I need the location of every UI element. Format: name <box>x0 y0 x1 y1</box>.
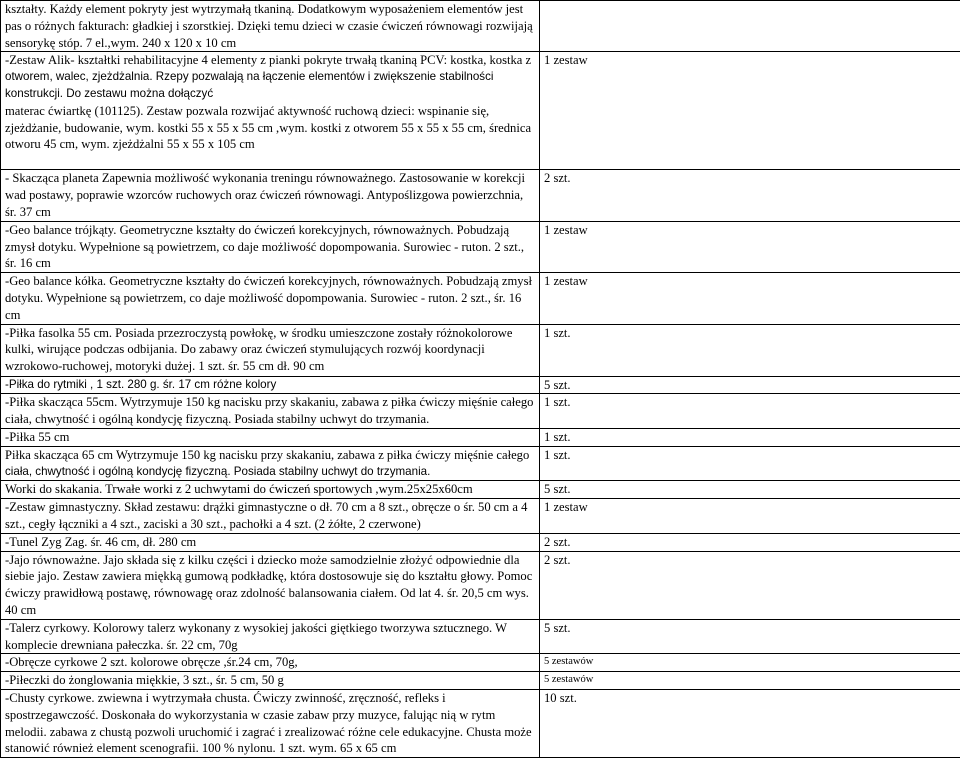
table-row <box>1 689 960 757</box>
item-description-cell <box>1 481 540 499</box>
item-description-line: pas o różnych fakturach: gładkiej i szorstkiej. Dzięki temu dzieci w czasie ćwiczeń równowagi rozwijają <box>5 18 535 35</box>
item-description-line: -Piłeczki do żonglowania miękkie, 3 szt., śr. 5 cm, 50 g <box>5 672 535 689</box>
item-description-cell <box>1 376 540 394</box>
spec-table-body <box>1 1 960 758</box>
item-description-line: spostrzegawczość. Doskonała do wykorzystania w czasie zabaw przy muzyce, falując nią w rytm <box>5 707 535 724</box>
item-description-cell <box>1 428 540 446</box>
item-quantity: 5 szt. <box>544 620 960 637</box>
item-quantity-cell <box>540 654 960 672</box>
item-description-cell <box>1 689 540 757</box>
table-row <box>1 499 960 534</box>
item-description-cell <box>1 273 540 324</box>
item-description-line: -Piłka skacząca 55cm. Wytrzymuje 150 kg nacisku przy skakaniu, zabawa z piłka ćwiczy mięśnie całego <box>5 394 535 411</box>
item-description-line: stanowić również element scenografii. 100 % nylonu. 1 szt. wym. 65 x 65 cm <box>5 740 535 757</box>
item-description-cell <box>1 170 540 221</box>
item-description-cell <box>1 324 540 376</box>
item-quantity: 1 zestaw <box>544 222 960 239</box>
item-quantity: 1 zestaw <box>544 273 960 290</box>
item-description-line: sensorykę stóp. 7 el.,wym. 240 x 120 x 10 cm <box>5 35 535 52</box>
item-quantity-cell <box>540 619 960 654</box>
item-description-cell <box>1 221 540 272</box>
item-description-line: śr. 16 cm <box>5 255 535 272</box>
item-description-line: -Chusty cyrkowe. zwiewna i wytrzymała chusta. Ćwiczy zwinność, zręczność, refleks i <box>5 690 535 707</box>
table-row <box>1 533 960 551</box>
item-description-line: -Piłka 55 cm <box>5 429 535 446</box>
item-description-cell <box>1 394 540 429</box>
table-row <box>1 446 960 481</box>
item-description-line: komplecie drewniana pałeczka. śr. 22 cm, 70g <box>5 637 535 654</box>
item-quantity: 1 zestaw <box>544 499 960 516</box>
item-description-cell <box>1 499 540 534</box>
item-description-cell <box>1 446 540 481</box>
item-description-line: cm <box>5 307 535 324</box>
item-description-cell <box>1 52 540 170</box>
item-quantity-cell <box>540 672 960 690</box>
item-description-line: zmysł dotyku. Wypełnione są powietrzem, co daje możliwość dopompowania. Surowiec - ruton. 2 szt., <box>5 239 535 256</box>
item-description-line: śr. 37 cm <box>5 204 535 221</box>
table-row <box>1 428 960 446</box>
item-description-line: -Geo balance trójkąty. Geometryczne kształty do ćwiczeń korekcyjnych, równoważnych. Pobudzają <box>5 222 535 239</box>
item-description-line: -Piłka fasolka 55 cm. Posiada przezroczystą powłokę, w środku umieszczone zostały różnokolorowe <box>5 325 535 342</box>
table-row <box>1 394 960 429</box>
table-row <box>1 672 960 690</box>
item-quantity-cell <box>540 324 960 376</box>
item-quantity: 10 szt. <box>544 690 960 707</box>
item-quantity-cell <box>540 446 960 481</box>
item-quantity: 1 zestaw <box>544 52 960 69</box>
item-description-line: ciała, chwytność i ogólną kondycję fizyczną. Posiada stabilny uchwyt do trzymania. <box>5 464 535 481</box>
item-description-line: zjeżdżanie, budowanie, wym. kostki 55 x 55 x 55 cm ,wym. kostki z otworem 55 x 55 x 55 cm, średnica <box>5 120 535 137</box>
item-description-line: wzrokowo-ruchowej, motoryki dużej. 1 szt. śr. 55 cm dł. 90 cm <box>5 358 535 375</box>
item-description-line: ćwiczy prawidłową postawę, równowagę oraz zdolność balansowania ciałem. Od lat 4. śr. 20,5 cm wys. <box>5 585 535 602</box>
item-quantity-cell <box>540 689 960 757</box>
table-row <box>1 551 960 619</box>
item-description-line: Piłka skacząca 65 cm Wytrzymuje 150 kg nacisku przy skakaniu, zabawa z piłka ćwiczy mięśnie całego <box>5 447 535 464</box>
item-description-line: materac ćwiartkę (101125). Zestaw pozwala rozwijać aktywność ruchową dzieci: wspinanie się, <box>5 103 535 120</box>
item-description-line: -Obręcze cyrkowe 2 szt. kolorowe obręcze ,śr.24 cm, 70g, <box>5 654 535 671</box>
item-quantity-cell <box>540 376 960 394</box>
item-description-line: -Zestaw Alik- kształtki rehabilitacyjne 4 elementy z pianki pokryte trwałą tkaniną PCV: kostka, kostka z <box>5 52 535 69</box>
item-quantity-cell <box>540 170 960 221</box>
item-description-line: melodii. zabawa z chustą pozwoli uruchomić i zagrać i zrealizować różne cele edukacyjne. Chusta może <box>5 724 535 741</box>
table-row <box>1 273 960 324</box>
item-description-line: -Talerz cyrkowy. Kolorowy talerz wykonany z wysokiej jakości giętkiego tworzywa sztucznego. W <box>5 620 535 637</box>
item-quantity: 1 szt. <box>544 394 960 411</box>
item-quantity-cell <box>540 221 960 272</box>
item-quantity: 5 zestawów <box>544 672 960 689</box>
item-quantity: 5 szt. <box>544 377 960 394</box>
item-description-line: ciała, chwytność i ogólną kondycję fizyczną. Posiada stabilny uchwyt do trzymania. <box>5 411 535 428</box>
item-quantity: 1 szt. <box>544 429 960 446</box>
item-quantity-cell <box>540 52 960 170</box>
item-quantity-cell <box>540 428 960 446</box>
item-quantity-cell <box>540 1 960 52</box>
item-description-line: -Geo balance kółka. Geometryczne kształty do ćwiczeń korekcyjnych, równoważnych. Pobudzają zmysł <box>5 273 535 290</box>
item-description-cell <box>1 533 540 551</box>
item-description-cell <box>1 551 540 619</box>
item-description-line: otworu 45 cm, wym. zjeżdżalni 55 x 55 x 105 cm <box>5 136 535 153</box>
item-description-line: dotyku. Wypełnione są powietrzem, co daje możliwość dopompowania. Surowiec - ruton. 2 szt., śr. 16 <box>5 290 535 307</box>
item-quantity-cell <box>540 551 960 619</box>
table-row <box>1 481 960 499</box>
item-description-line: 40 cm <box>5 602 535 619</box>
table-row <box>1 1 960 52</box>
item-quantity: 5 szt. <box>544 481 960 498</box>
item-description-cell <box>1 1 540 52</box>
item-quantity-cell <box>540 481 960 499</box>
item-description-line: -Jajo równoważne. Jajo składa się z kilku części i dziecko może samodzielnie złożyć odpowiednie dla <box>5 552 535 569</box>
item-quantity: 1 szt. <box>544 447 960 464</box>
item-description-line: konstrukcji. Do zestawu można dołączyć <box>5 86 535 103</box>
item-quantity-cell <box>540 394 960 429</box>
item-description-line: szt., cegły łączniki a 4 szt., zaciski a 30 szt., pachołki a 4 szt. (2 żółte, 2 czerwone) <box>5 516 535 533</box>
item-description-line: -Piłka do rytmiki , 1 szt. 280 g. śr. 17 cm różne kolory <box>5 377 535 394</box>
item-description-line: -Zestaw gimnastyczny. Skład zestawu: drążki gimnastyczne o dł. 70 cm a 8 szt., obręcze o śr. 50 cm a 4 <box>5 499 535 516</box>
item-description-line: otworem, walec, zjeżdżalnia. Rzepy pozwalają na łączenie elementów i zwiększenie stabilności <box>5 69 535 86</box>
item-quantity: 2 szt. <box>544 552 960 569</box>
item-description-line: wad postawy, poprawie wzorców ruchowych oraz ćwiczeń równowagi. Antypoślizgowa powierzchnia, <box>5 187 535 204</box>
item-quantity: 1 szt. <box>544 325 960 342</box>
item-description-line: - Skacząca planeta Zapewnia możliwość wykonania treningu równoważnego. Zastosowanie w korekcji <box>5 170 535 187</box>
item-description-cell <box>1 672 540 690</box>
item-quantity: 5 zestawów <box>544 654 960 671</box>
table-row <box>1 619 960 654</box>
item-quantity-cell <box>540 533 960 551</box>
item-description-line: kulki, wirujące podczas odbijania. Do zabawy oraz ćwiczeń stymulujących rozwój koordynacji <box>5 341 535 358</box>
item-description-line: siebie jajo. Zestaw zawiera miękką gumową podkładkę, która dostosowuje się do kształtu głowy. Pomoc <box>5 568 535 585</box>
table-row <box>1 324 960 376</box>
table-row <box>1 654 960 672</box>
item-quantity-cell <box>540 273 960 324</box>
item-quantity-cell <box>540 499 960 534</box>
item-description-line: kształty. Każdy element pokryty jest wytrzymałą tkaniną. Dodatkowym wyposażeniem elementów jest <box>5 1 535 18</box>
item-description-line: -Tunel Zyg Zag. śr. 46 cm, dł. 280 cm <box>5 534 535 551</box>
table-row <box>1 52 960 170</box>
item-description-cell <box>1 654 540 672</box>
item-description-line: Worki do skakania. Trwałe worki z 2 uchwytami do ćwiczeń sportowych ,wym.25x25x60cm <box>5 481 535 498</box>
item-description-cell <box>1 619 540 654</box>
table-row <box>1 221 960 272</box>
item-quantity: 2 szt. <box>544 534 960 551</box>
item-quantity: 2 szt. <box>544 170 960 187</box>
table-row <box>1 170 960 221</box>
table-row <box>1 376 960 394</box>
